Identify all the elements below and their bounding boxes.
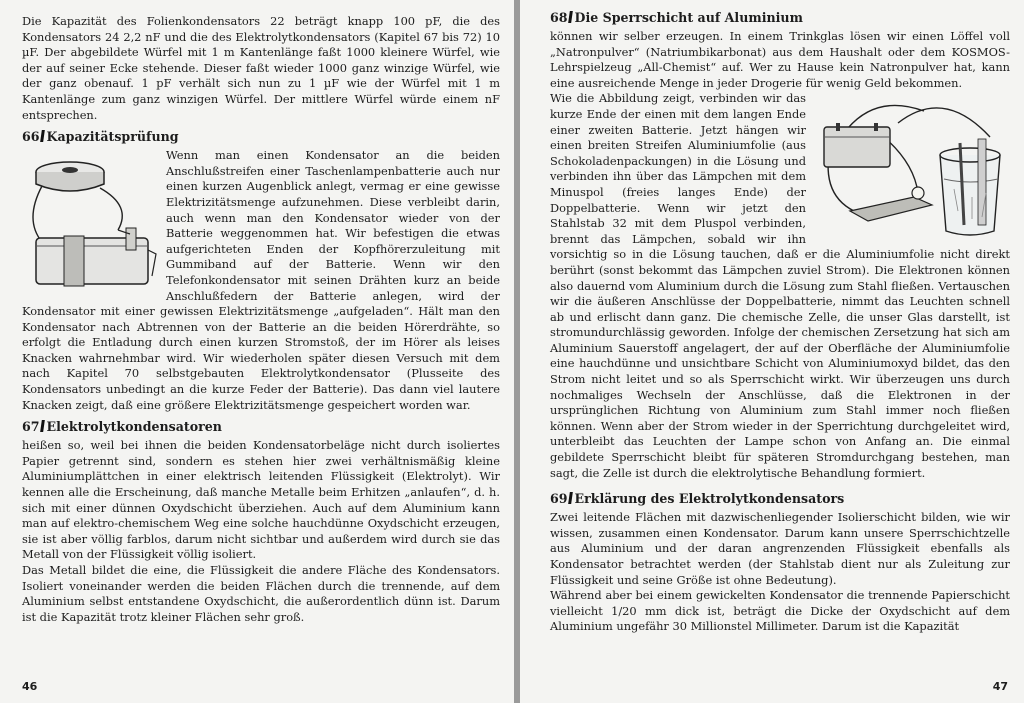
section-number: 68 [550,10,568,25]
section-number: 67 [22,419,40,435]
section-69-paragraph-1: Zwei leitende Flächen mit dazwischenliegender Isolierschicht bilden, wie wir wissen, zusammen einen Kondensator. Darum kann unsere Sperrschichtzelle aus Aluminium und der daran angrenzenden Flüssigkeit ebenfalls als Kondensator betrachtet werden (der Stahlstab dient nur als Zuleitung zur Flüssigkeit und seine Größe ist ohne Bedeutung). [550,510,1010,587]
section-67-paragraph-1: heißen so, weil bei ihnen die beiden Kondensatorbeläge nicht durch isoliertes Papier getrennt sind, sondern es stehen hier zwei verhältnismäßig kleine Aluminiumplättchen in einer elektrisch leitenden Flüssigkeit (Elektrolyt). Wir kennen alle die Erscheinung, daß manche Metalle beim Erhitzen „anlaufen“, d. h. sich mit einer dünnen Oxydschicht überziehen. Auch auf dem Aluminium kann man auf elektro-chemischem Weg eine solche hauchdünne Oxydschicht erzeugen, sie ist aber völlig farblos, darum nicht sichtbar und außerdem wird durch sie das Metall von der Flüssigkeit völlig isoliert. [22,438,500,562]
section-bar-mark [568,11,573,23]
section-number: 66 [22,129,40,145]
right-page [520,0,1024,703]
section-68-paragraph-2: Wie die Abbildung zeigt, verbinden wir das kurze Ende der einen mit dem langen Ende einer zweiten Batterie. Jetzt hängen wir einen breiten Streifen Aluminiumfolie (aus Schokoladenpackungen) in die Lösung und verbinden ihn über das Lämpchen mit dem Minuspol (freies langes Ende) der Doppelbatterie. Wenn wir jetzt den Stahlstab 32 mit dem Pluspol verbinden, brennt das Lämpchen, sobald wir ihn vorsichtig so in die Lösung tauchen, daß er die Aluminiumfolie nicht direkt berührt (sonst bekommt das Lämpchen zuviel Strom). Die Elektronen können also dauernd vom Aluminium durch die Lösung zum Stahl fließen. Vertauschen wir die äußeren Anschlüsse der Doppelbatterie, nimmt das Leuchten schnell ab und erlischt dann ganz. Die chemische Zelle, die unser Glas darstellt, ist stromundurchlässig geworden. Infolge der chemischen Zersetzung hat sich am Aluminium Sauerstoff angelagert, der auf der Oberfläche der Aluminiumfolie eine hauchdünne und unsichtbare Schicht von Aluminiumoxyd bildet, das den Strom nicht leitet und so als Sperrschicht wirkt. Wir überzeugen uns durch nochmaliges Wechseln der Anschlüsse, daß die Elektronen in der ursprünglichen Richtung von Aluminium zum Stahl immer noch fließen können. Wenn aber der Strom wieder in der Sperrichtung durchgeleitet wird, unterbleibt das Leuchten der Lampe schon von Anfang an. Die einmal gebildete Sperrschicht bleibt für späteren Stromdurchgang bestehen, man sagt, die Zelle ist durch die elektrolytische Behandlung formiert. [550,91,1010,480]
section-68-paragraph-1: können wir selber erzeugen. In einem Trinkglas lösen wir einen Löffel voll „Natronpulver“ (Natriumbikarbonat) aus dem Haushalt oder dem KOSMOS-Lehrspielzeug „All-Chemist“ auf. Wer zu Hause kein Natronpulver hat, kann eine ausreichende Menge in jeder Drogerie für wenig Geld bekommen. [550,29,1010,90]
page-number: 47 [992,680,1008,693]
section-67-heading [22,419,500,435]
section-title: Kapazitätsprüfung [46,129,179,145]
electrolytic-cell-illustration [814,93,1010,243]
earpiece-battery-illustration [22,150,158,290]
section-69-paragraph-2: Während aber bei einem gewickelten Kondensator die trennende Papierschicht vielleicht 1/20 mm dick ist, beträgt die Dicke der Oxydschicht auf dem Aluminium ungefähr 30 Millionstel Millimeter. Darum ist die Kapazität [550,588,1010,634]
section-number: 69 [550,491,568,507]
section-66-paragraph: Wenn man einen Kondensator an die beiden Anschlußstreifen einer Taschenlampenbatterie auch nur einen kurzen Augenblick anlegt, vermag er eine gewisse Elektrizitätsmenge aufzunehmen. Diese verbleibt darin, auch wenn man den Kondensator wieder von der Batterie weggenommen hat. Wir befestigen die etwas aufgerichteten Enden der Kopfhörerzuleitung mit Gummiband auf der Batterie. Wenn wir den Telefonkondensator mit seinen Drähten kurz an beide Anschlußfedern der Batterie anlegen, wird der Kondensator mit einer gewissen Elektrizitätsmenge „aufgeladen“. Hält man den Kondensator nach Abtrennen von der Batterie an die beiden Hörerdrähte, so erfolgt die Entladung durch einen kurzen Stromstoß, der im Hörer als leises Knacken wahrnehmbar wird. Wir wiederholen später diesen Versuch mit dem nach Kapitel 70 selbstgebauten Elektrolytkondensator (Plusseite des Kondensators unbedingt an die kurze Feder der Batterie). Das dann viel lautere Knacken zeigt, daß eine größere Elektrizitätsmenge gespeichert worden war. [22,148,500,412]
section-bar-mark [40,420,45,432]
section-title: Erklärung des Elektrolytkondensators [574,491,845,507]
page-number: 46 [22,680,38,693]
section-bar-mark [40,130,45,142]
section-title: Elektrolytkondensatoren [46,419,222,435]
section-title: Die Sperrschicht auf Aluminium [574,10,803,25]
section-66-heading [22,129,500,145]
section-67-paragraph-2: Das Metall bildet die eine, die Flüssigkeit die andere Fläche des Kondensators. Isoliert voneinander werden die beiden Flächen durch die trennende, auf dem Aluminium selbst entstandene Oxydschicht, die außerordentlich dünn ist. Darum ist die Kapazität trotz kleiner Flächen sehr groß. [22,563,500,624]
intro-paragraph: Die Kapazität des Folienkondensators 22 beträgt knapp 100 pF, die des Kondensators 24 2,2 nF und die des Elektrolytkondensators (Kapitel 67 bis 72) 10 µF. Der abgebildete Würfel mit 1 m Kantenlänge faßt 1000 kleinere Würfel, wie der auf seiner Ecke stehende. Dieser faßt wieder 1000 ganz winzige Würfel, wie der ganz obenauf. 1 pF verhält sich nun zu 1 µF wie der Würfel mit 1 m Kantenlänge zum ganz winzigen Würfel. Der mittlere Würfel würde einem nF entsprechen. [22,14,500,122]
section-bar-mark [568,492,573,504]
section-68-heading [550,10,1010,26]
section-69-heading [550,491,1010,507]
